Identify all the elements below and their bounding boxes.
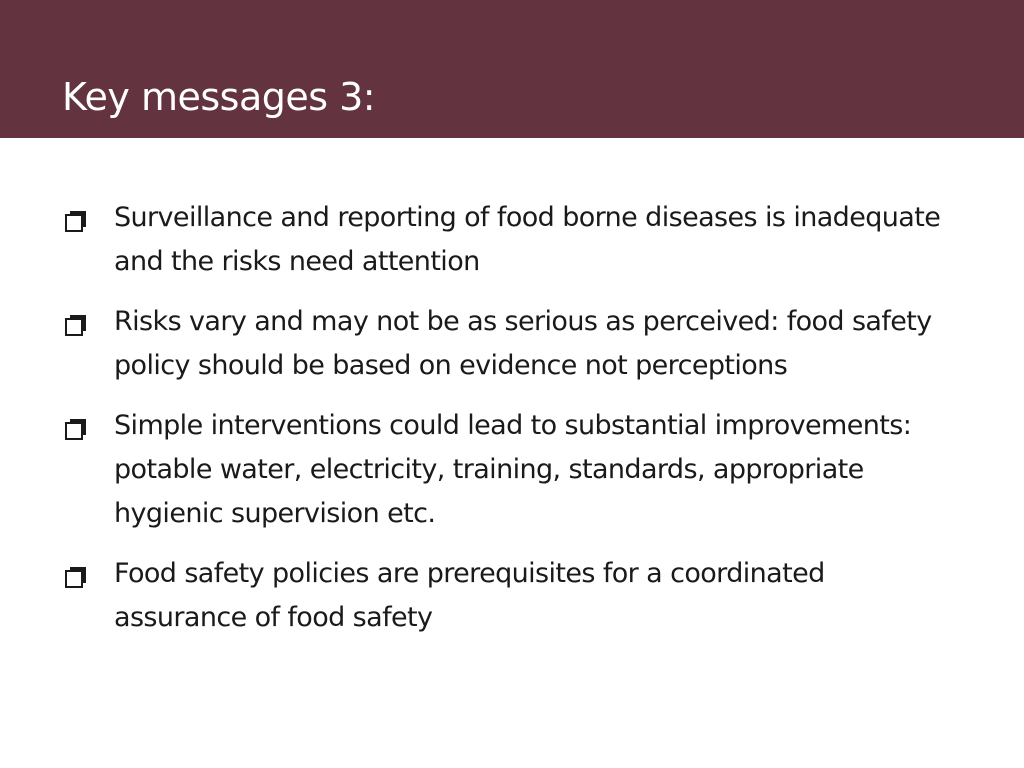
title-bar [0, 0, 1024, 138]
bullet-list [62, 196, 962, 656]
checkbox-bullet-icon [64, 559, 88, 583]
bullet-item [62, 552, 962, 640]
bullet-item [62, 300, 962, 388]
bullet-text: Surveillance and reporting of food borne diseases is inadequate and the risks need attention [114, 202, 941, 277]
bullet-text: Simple interventions could lead to substantial improvements: potable water, electricity, training, standards, appropriate hygienic supervision etc. [114, 410, 912, 529]
bullet-item [62, 404, 962, 536]
checkbox-bullet-icon [64, 307, 88, 331]
checkbox-bullet-icon [64, 411, 88, 435]
bullet-text: Risks vary and may not be as serious as perceived: food safety policy should be based on evidence not perceptions [114, 306, 932, 381]
checkbox-bullet-icon [64, 203, 88, 227]
bullet-text: Food safety policies are prerequisites for a coordinated assurance of food safety [114, 558, 825, 633]
bullet-item [62, 196, 962, 284]
slide-title: Key messages 3: [62, 75, 376, 119]
